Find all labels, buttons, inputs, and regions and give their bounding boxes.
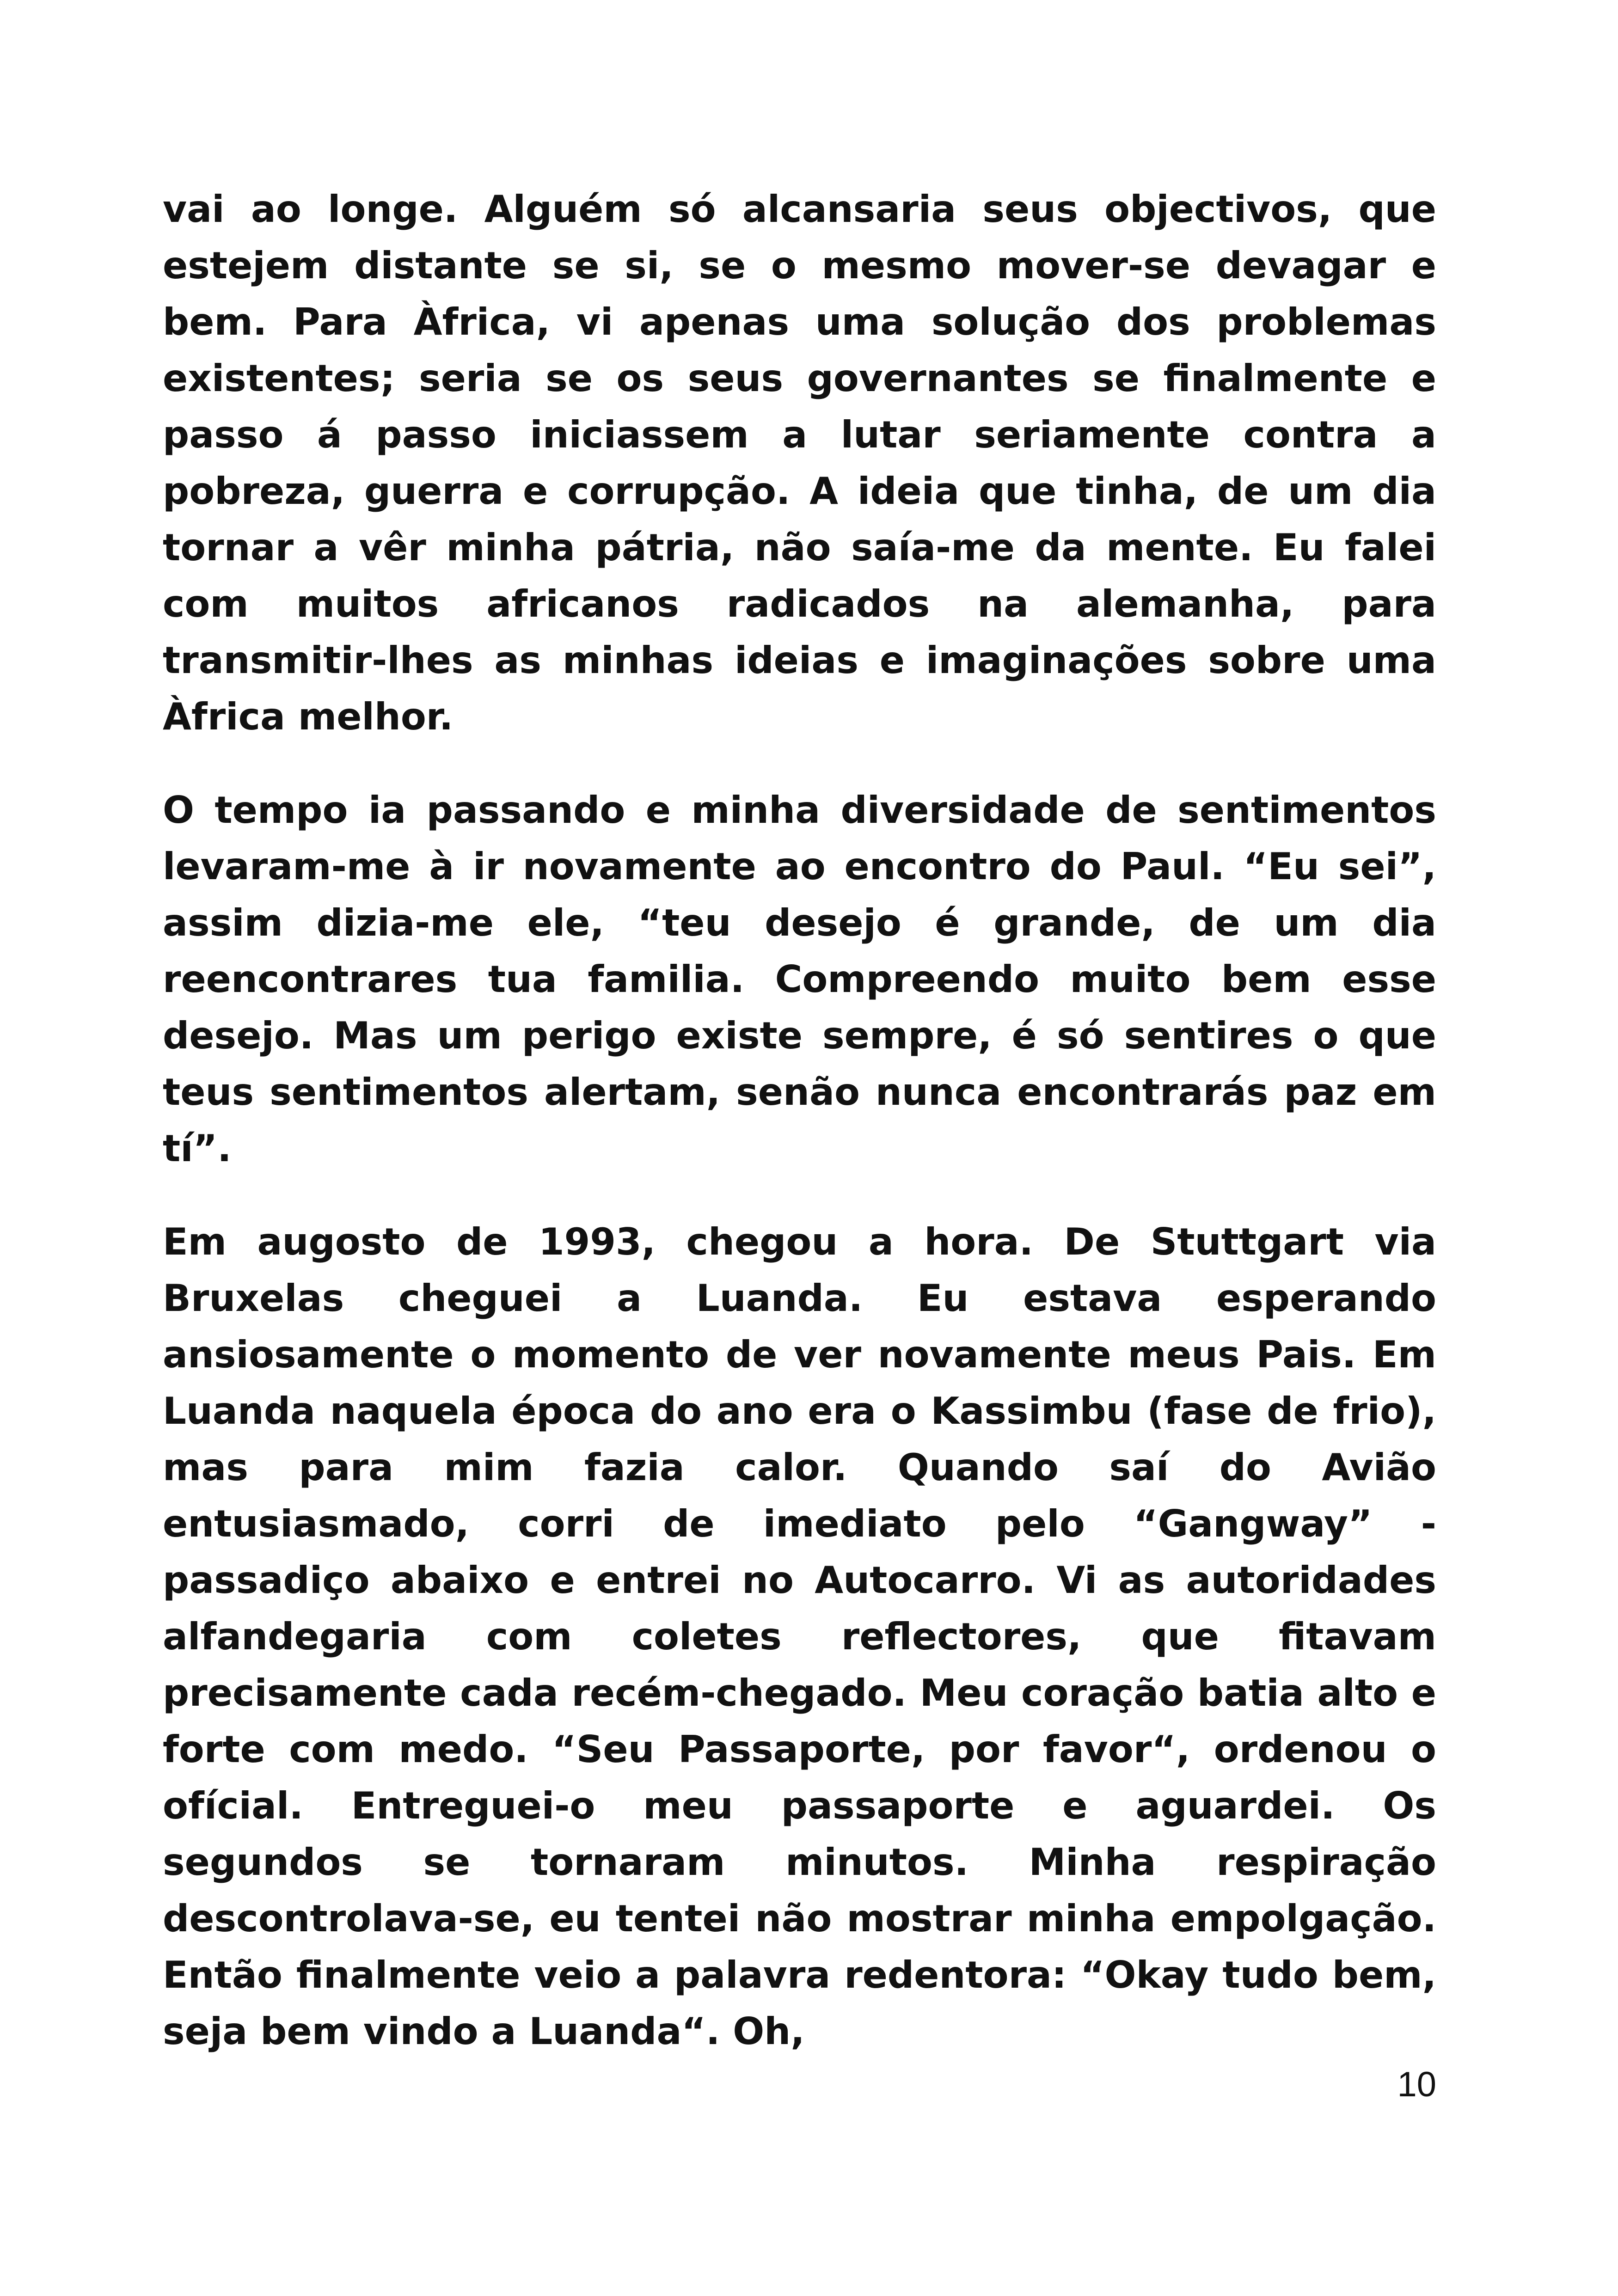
paragraph-2: O tempo ia passando e minha diversidade de sentimentos levaram-me à ir novamente ao encontro do Paul. “Eu sei”, assim dizia-me ele, “teu desejo é grande, de um dia reencontrares tua familia. Compreendo muito bem esse desejo. Mas um perigo existe sempre, é só sentires o que teus sentimentos alertam, senão nunca encontrarás paz em tí”. bbox=[163, 789, 1436, 1170]
body-text bbox=[163, 181, 1436, 2060]
paragraph-1: vai ao longe. Alguém só alcansaria seus objectivos, que estejem distante se si, se o mesmo mover-se devagar e bem. Para Àfrica, vi apenas uma solução dos problemas existentes; seria se os seus governantes se finalmente e passo á passo iniciassem a lutar seriamente contra a pobreza, guerra e corrupção. A ideia que tinha, de um dia tornar a vêr minha pátria, não saía-me da mente. Eu falei com muitos africanos radicados na alemanha, para transmitir-lhes as minhas ideias e imaginações sobre uma Àfrica melhor. bbox=[163, 188, 1436, 738]
page-number: 10 bbox=[1397, 2065, 1436, 2104]
paragraph-3: Em augosto de 1993, chegou a hora. De Stuttgart via Bruxelas cheguei a Luanda. Eu estava esperando ansiosamente o momento de ver novamente meus Pais. Em Luanda naquela época do ano era o Kassimbu (fase de frio), mas para mim fazia calor. Quando saí do Avião entusiasmado, corri de imediato pelo “Gangway” - passadiço abaixo e entrei no Autocarro. Vi as autoridades alfandegaria com coletes reflectores, que fitavam precisamente cada recém-chegado. Meu coração batia alto e forte com medo. “Seu Passaporte, por favor“, ordenou o ofícial. Entreguei-o meu passaporte e aguardei. Os segundos se tornaram minutos. Minha respiração descontrolava-se, eu tentei não mostrar minha empolgação. Então finalmente veio a palavra redentora: “Okay tudo bem, seja bem vindo a Luanda“. Oh, bbox=[163, 1220, 1436, 2053]
